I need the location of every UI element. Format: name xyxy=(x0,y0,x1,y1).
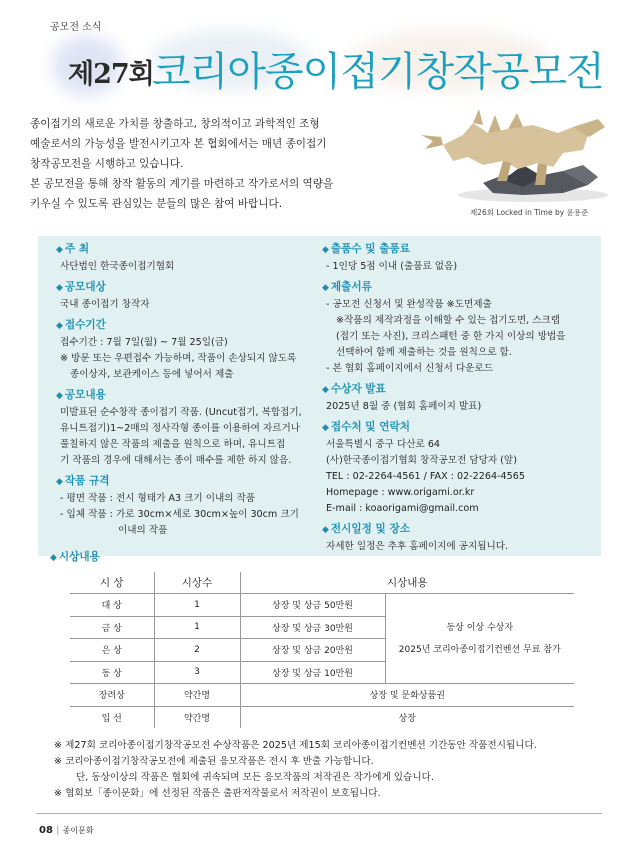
diamond-bullet-icon: ◆ xyxy=(56,283,63,293)
diamond-bullet-icon: ◆ xyxy=(322,525,329,535)
target-section xyxy=(56,278,336,313)
contact-homepage: Homepage : www.origami.or.kr xyxy=(326,487,475,498)
award-content: 상장 및 상금 50만원 xyxy=(240,594,385,617)
section-heading: 접수처 및 연락처 xyxy=(330,421,410,433)
contact-email: E-mail : koaorigami@gmail.com xyxy=(326,503,479,514)
docs-line: - 공모전 신청서 및 완성작품 ※도면제출 xyxy=(326,299,492,310)
table-row xyxy=(70,706,574,728)
contact-org: (사)한국종이접기협회 창작공모전 담당자 (앞) xyxy=(326,455,517,466)
count-section xyxy=(322,240,602,275)
docs-section xyxy=(322,278,602,377)
diamond-bullet-icon: ◆ xyxy=(56,391,63,401)
page-footer xyxy=(39,825,94,836)
award-name: 입 선 xyxy=(70,706,154,728)
award-name: 금 상 xyxy=(70,616,154,639)
intro-line: 창작공모전을 시행하고 있습니다. xyxy=(30,158,184,170)
exhibit-section xyxy=(322,520,602,555)
section-heading: 전시일정 및 장소 xyxy=(330,523,410,535)
docs-line: ※작품의 제작과정을 이해할 수 있는 접기도면, 스크랩 xyxy=(336,315,561,326)
count-line: - 1인당 5점 이내 (출품료 없음) xyxy=(326,261,458,272)
award-content: 상장 및 문화상품권 xyxy=(240,684,574,707)
award-content: 상장 및 상금 20만원 xyxy=(240,639,385,662)
intro-line: 종이접기의 새로운 가치를 창출하고, 창의적이고 과학적인 조형 xyxy=(30,118,320,130)
diamond-bullet-icon: ◆ xyxy=(56,477,63,487)
column-header: 시상수 xyxy=(154,572,240,594)
award-count: 1 xyxy=(154,594,240,617)
award-count: 1 xyxy=(154,616,240,639)
docs-line: 선택하여 함께 제출하는 것을 원칙으로 함. xyxy=(336,347,512,358)
prize-heading xyxy=(50,549,100,564)
award-count: 약간명 xyxy=(154,706,240,728)
award-count: 약간명 xyxy=(154,684,240,707)
award-content: 상장 xyxy=(240,706,574,728)
section-tag: 공모전 소식 xyxy=(50,22,102,33)
section-heading: 접수기간 xyxy=(64,319,106,331)
note-line: ※ 제27회 코리아종이접기창작공모전 수상작품은 2025년 제15회 코리아종이접기컨벤션 기간동안 작품전시됩니다. xyxy=(54,740,537,751)
announce-line: 2025년 8월 중 (협회 홈페이지 발표) xyxy=(326,401,482,412)
award-name: 은 상 xyxy=(70,639,154,662)
footer-divider xyxy=(36,813,602,814)
award-content: 상장 및 상금 10만원 xyxy=(240,661,385,684)
column-header: 시상내용 xyxy=(240,572,574,594)
spec-line: - 평면 작품 : 전시 형태가 A3 크기 이내의 작품 xyxy=(60,493,256,504)
docs-line: - 본 협회 홈페이지에서 신청서 다운로드 xyxy=(326,363,493,374)
page-title: 코리아종이접기창작공모전 xyxy=(152,49,604,95)
section-heading: 공모대상 xyxy=(64,281,106,293)
announce-section xyxy=(322,380,602,415)
diamond-bullet-icon: ◆ xyxy=(322,423,329,433)
host-section xyxy=(56,240,336,275)
spec-section xyxy=(56,472,336,539)
content-line: 유니트접기)1~2매의 정사각형 종이를 이용하여 자르거나 xyxy=(60,423,301,434)
note-line: ※ 코리아종이접기창작공모전에 제출된 응모작품은 전시 후 반출 가능합니다. xyxy=(54,756,374,767)
edition-number: 제27회 xyxy=(68,59,154,90)
table-row xyxy=(70,684,574,707)
diamond-bullet-icon: ◆ xyxy=(56,321,63,331)
award-name: 대 상 xyxy=(70,594,154,617)
section-heading: 시상내용 xyxy=(58,551,100,563)
docs-line: (접기 또는 사진), 크리스패턴 중 한 가지 이상의 방법을 xyxy=(336,331,566,342)
period-line: 접수기간 : 7월 7일(월) ~ 7월 25일(금) xyxy=(60,337,228,348)
diamond-bullet-icon: ◆ xyxy=(322,245,329,255)
note-line: 단, 동상이상의 작품은 협회에 귀속되며 모든 응모작품의 저작권은 작가에게 있습니다. xyxy=(76,772,434,783)
content-section xyxy=(56,386,336,469)
period-line: ※ 방문 또는 우편접수 가능하며, 작품이 손상되지 않도록 xyxy=(60,353,297,364)
intro-line: 본 공모전을 통해 창작 활동의 계기를 마련하고 작가로서의 역량을 xyxy=(30,178,334,190)
diamond-bullet-icon: ◆ xyxy=(322,283,329,293)
spec-line: - 입체 작품 : 가로 30cm×세로 30cm×높이 30cm 크기 xyxy=(60,509,299,520)
bronze-extra-benefit xyxy=(385,594,574,684)
content-line: 풀칠하지 않은 작품의 제출을 원칙으로 하며, 유니트접 xyxy=(60,439,286,450)
host-value: 사단법인 한국종이접기협회 xyxy=(60,261,175,272)
diamond-bullet-icon: ◆ xyxy=(56,245,63,255)
target-value: 국내 종이접기 창작자 xyxy=(60,299,150,310)
award-content: 상장 및 상금 30만원 xyxy=(240,616,385,639)
section-heading: 제출서류 xyxy=(330,281,372,293)
diamond-bullet-icon: ◆ xyxy=(322,385,329,395)
period-line: 종이상자, 보관케이스 등에 넣어서 제출 xyxy=(70,369,234,380)
section-heading: 수상자 발표 xyxy=(330,383,386,395)
intro-line: 키우실 수 있도록 관심있는 분들의 많은 참여 바랍니다. xyxy=(30,198,283,210)
content-line: 기 작품의 경우에 대해서는 종이 매수를 제한 하지 않음. xyxy=(60,455,292,466)
content-line: 미발표된 순수창작 종이접기 작품. (Uncut접기, 복합접기, xyxy=(60,407,302,418)
period-section xyxy=(56,316,336,383)
note-line: ※ 협회보「종이문화」에 선정된 작품은 출판저작물로서 저작권이 보호됩니다. xyxy=(54,788,381,799)
contact-address: 서울특별시 중구 다산로 64 xyxy=(326,439,441,450)
bronze-extra-line: 동상 이상 수상자 xyxy=(446,622,514,633)
section-heading: 공모내용 xyxy=(64,389,106,401)
contact-section xyxy=(322,418,602,517)
section-heading: 출품수 및 출품료 xyxy=(330,243,410,255)
diamond-bullet-icon: ◆ xyxy=(50,553,57,563)
intro-line: 예술로서의 가능성을 발전시키고자 본 협회에서는 매년 종이접기 xyxy=(30,138,327,150)
magazine-name: 종이문화 xyxy=(62,826,94,835)
spec-line: 이내의 작품 xyxy=(118,525,168,536)
info-left-column xyxy=(56,240,336,542)
info-right-column xyxy=(322,240,602,558)
contact-phone: TEL : 02-2264-4561 / FAX : 02-2264-4565 xyxy=(326,471,525,482)
footer-separator: | xyxy=(56,825,63,836)
award-count: 3 xyxy=(154,661,240,684)
award-count: 2 xyxy=(154,639,240,662)
bronze-extra-line: 2025년 코리아종이접기컨벤션 무료 참가 xyxy=(398,644,561,655)
notes xyxy=(54,738,624,802)
page-number: 08 xyxy=(39,825,53,836)
section-heading: 주 최 xyxy=(64,243,90,255)
table-row xyxy=(70,594,574,617)
award-name: 장려상 xyxy=(70,684,154,707)
prize-table xyxy=(70,572,574,728)
origami-dinosaur-image xyxy=(413,105,613,205)
section-heading: 작품 규격 xyxy=(64,475,110,487)
exhibit-line: 자세한 일정은 추후 홈페이지에 공지됩니다. xyxy=(326,541,509,552)
column-header: 시 상 xyxy=(70,572,154,594)
intro-text xyxy=(30,114,390,214)
photo-caption: 제26회 Locked in Time by 윤용준 xyxy=(470,208,589,217)
award-name: 동 상 xyxy=(70,661,154,684)
table-header-row xyxy=(70,572,574,594)
